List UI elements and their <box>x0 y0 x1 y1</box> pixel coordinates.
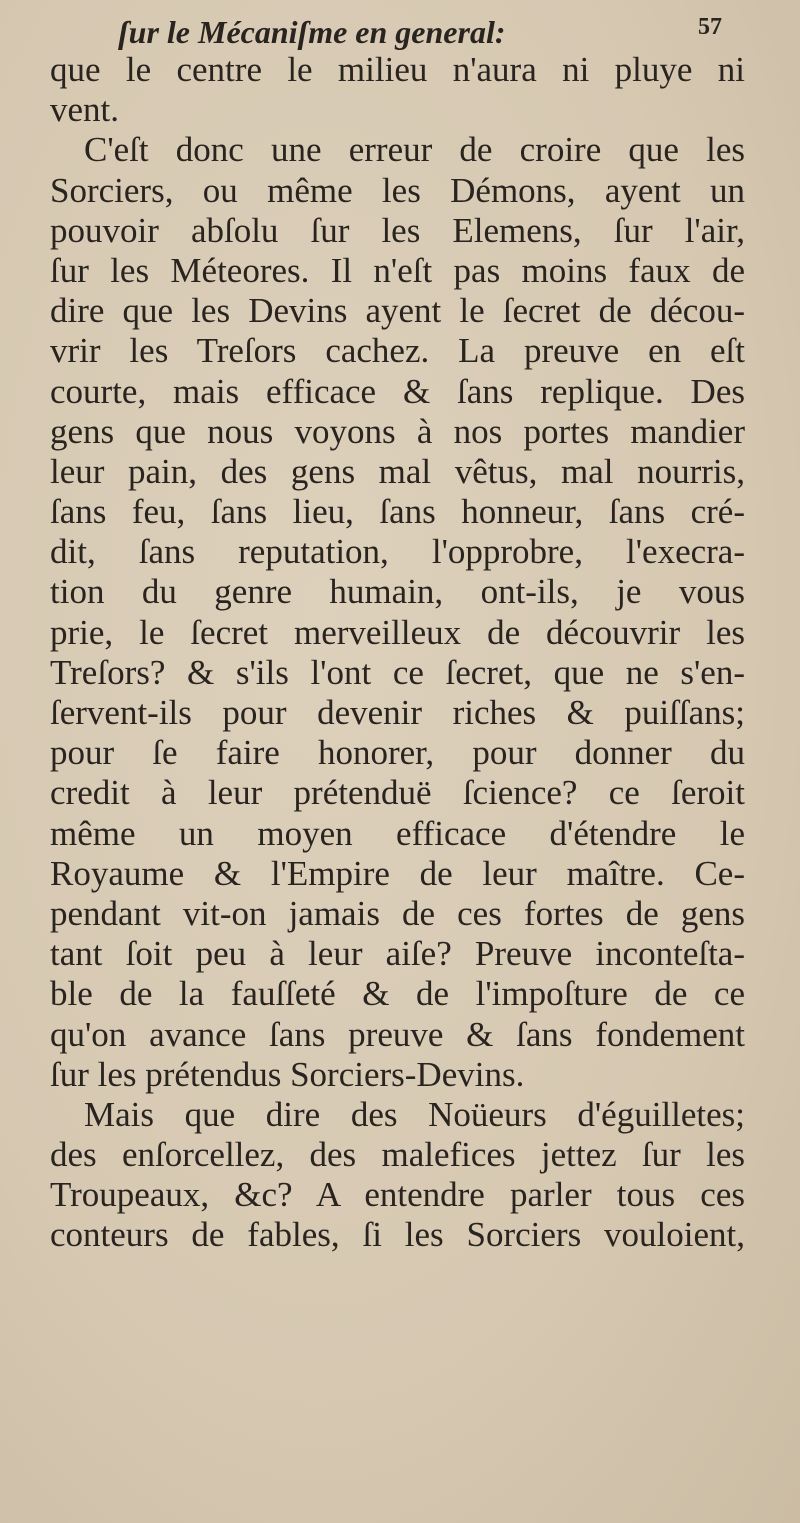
page-body-text <box>50 50 745 1256</box>
text-line: que le centre le milieu n'aura ni pluye ni <box>50 50 745 89</box>
text-line: même un moyen efficace d'étendre le <box>50 813 745 853</box>
text-line: leur pain, des gens mal vêtus, mal nourris, <box>50 451 745 491</box>
text-line: gens que nous voyons à nos portes mandier <box>50 411 745 451</box>
text-line: courte, mais efficace & ſans replique. Des <box>50 371 745 411</box>
running-title: ſur le Mécaniſme en general: <box>118 14 506 50</box>
text-line: ſur les prétendus Sorciers-Devins. <box>50 1054 525 1094</box>
text-line: tion du genre humain, ont-ils, je vous <box>50 572 745 612</box>
text-line: ſans feu, ſans lieu, ſans honneur, ſans cré- <box>50 492 745 532</box>
page-number: 57 <box>698 14 722 40</box>
text-line: pour ſe faire honorer, pour donner du <box>50 733 745 773</box>
text-line: prie, le ſecret merveilleux de découvrir les <box>50 612 745 652</box>
text-line: Sorciers, ou même les Démons, ayent un <box>50 170 745 210</box>
text-line: dire que les Devins ayent le ſecret de décou- <box>50 291 745 331</box>
text-line: ſur les Méteores. Il n'eſt pas moins faux de <box>50 250 745 290</box>
text-line: Royaume & l'Empire de leur maître. Ce- <box>50 853 745 893</box>
text-line: Troupeaux, &c? A entendre parler tous ces <box>50 1175 745 1215</box>
text-line: conteurs de fables, ſi les Sorciers vouloient, <box>50 1215 745 1255</box>
paragraph-start-line: C'eſt donc une erreur de croire que les <box>84 130 745 170</box>
text-line: ble de la fauſſeté & de l'impoſture de ce <box>50 974 745 1014</box>
text-line: vent. <box>50 90 120 130</box>
text-line: tant ſoit peu à leur aiſe? Preuve inconteſta- <box>50 934 745 974</box>
text-line: ſervent-ils pour devenir riches & puiſſans; <box>50 693 745 732</box>
text-line: qu'on avance ſans preuve & ſans fondement <box>50 1014 745 1054</box>
text-line: credit à leur prétenduë ſcience? ce ſeroit <box>50 773 745 813</box>
text-line: Treſors? & s'ils l'ont ce ſecret, que ne s'en- <box>50 652 745 692</box>
paragraph-start-line: Mais que dire des Noüeurs d'éguilletes; <box>84 1094 745 1134</box>
text-line: dit, ſans reputation, l'opprobre, l'execra- <box>50 532 745 572</box>
text-line: pouvoir abſolu ſur les Elemens, ſur l'air, <box>50 210 745 250</box>
text-line: des enſorcellez, des malefices jettez ſur les <box>50 1135 745 1175</box>
text-line: pendant vit-on jamais de ces fortes de gens <box>50 893 745 933</box>
text-line: vrir les Treſors cachez. La preuve en eſt <box>50 331 745 371</box>
